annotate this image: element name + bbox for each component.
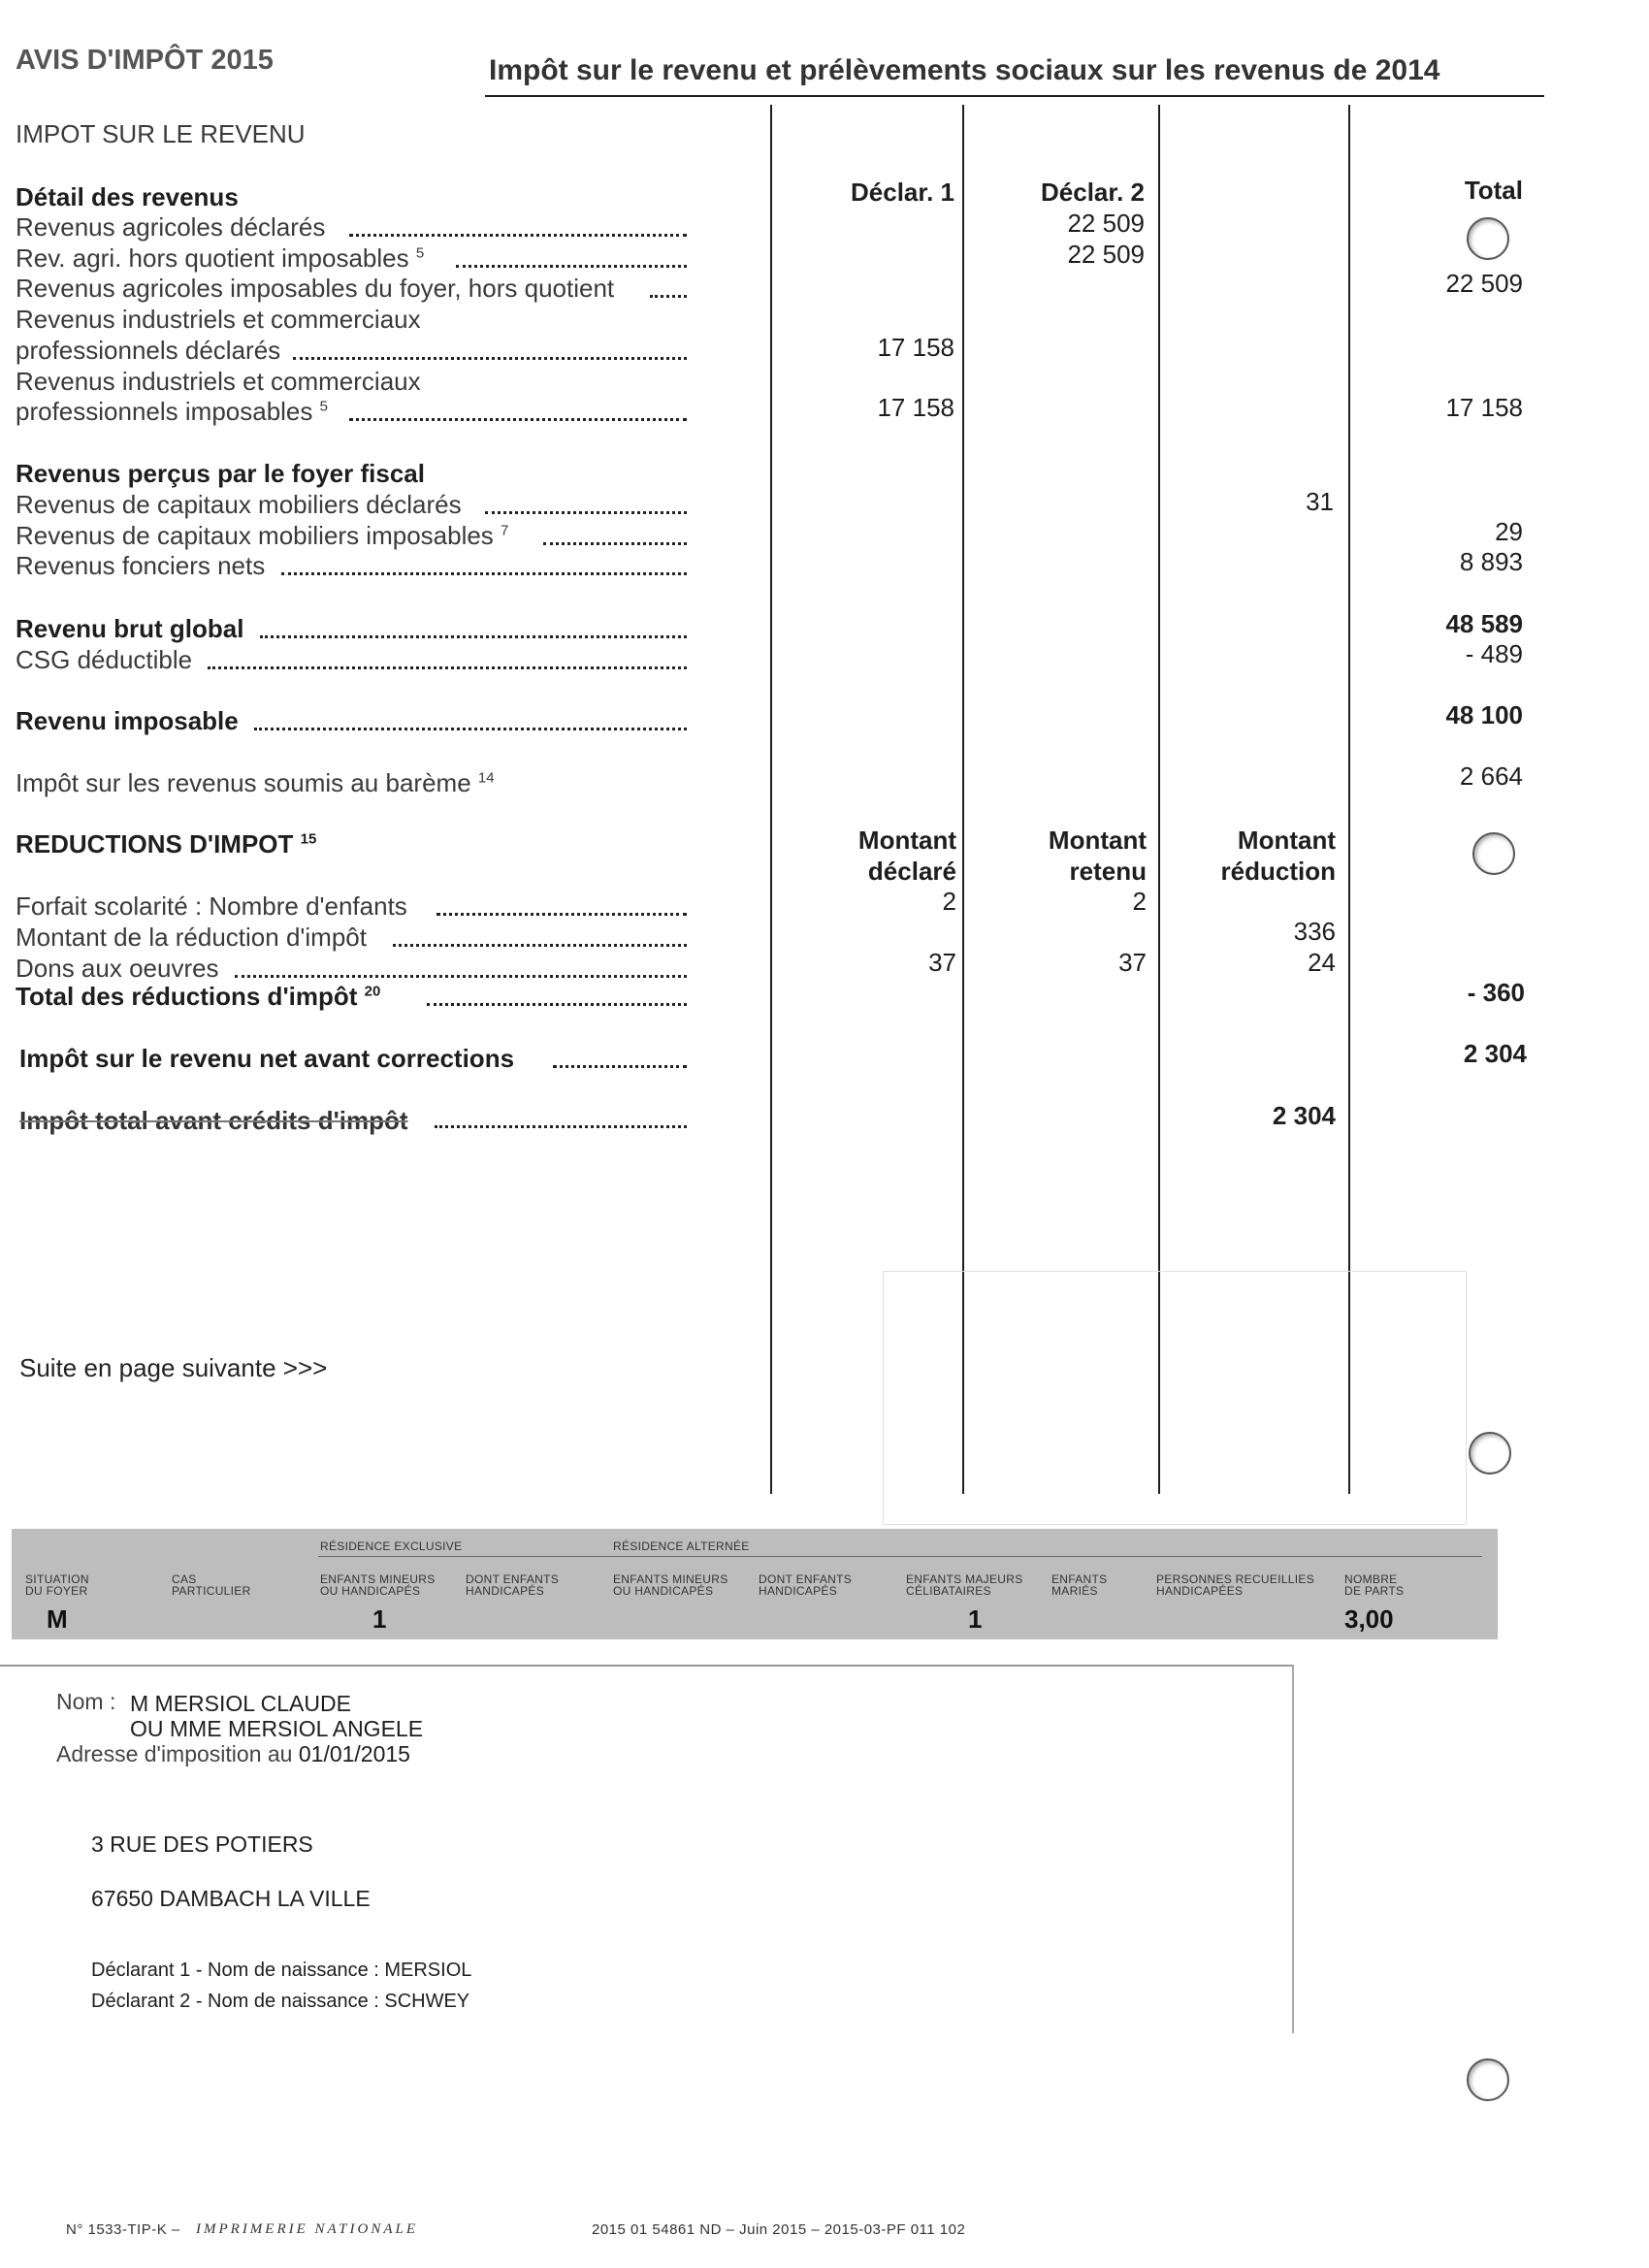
punch-hole (1472, 832, 1515, 875)
band-header: ENFANTS MINEURS (320, 1572, 436, 1586)
row-label-text: Impôt sur les revenus soumis au barème (16, 768, 471, 797)
band-header: PERSONNES RECUEILLIES (1156, 1572, 1315, 1586)
row-label: Forfait scolarité : Nombre d'enfants (16, 891, 407, 921)
adresse-label (56, 1741, 410, 1767)
row-label (16, 521, 508, 551)
value-declare: 37 (928, 948, 956, 977)
col-header-reduction: réduction (1220, 857, 1336, 886)
leader-dots (553, 1065, 687, 1068)
footnote-ref: 5 (319, 398, 328, 415)
section-title: IMPOT SUR LE REVENU (16, 119, 306, 148)
bank-stamp-ghost (883, 1271, 1467, 1525)
footnote-ref: 20 (364, 983, 381, 1000)
street: 3 RUE DES POTIERS (91, 1831, 313, 1857)
col-header-declare: Montant (857, 826, 956, 855)
row-label: Revenu imposable (16, 706, 239, 735)
nom-line-2: OU MME MERSIOL ANGELE (130, 1716, 424, 1741)
band-rule (318, 1556, 1482, 1557)
leader-dots (235, 975, 687, 978)
leader-dots (293, 357, 687, 360)
value-col4: 31 (1306, 487, 1334, 516)
col-header-total: Total (1464, 176, 1523, 205)
header-rule (485, 95, 1544, 97)
row-label: Revenu brut global (16, 614, 244, 643)
value-total: - 360 (1467, 978, 1525, 1007)
band-header: CÉLIBATAIRES (906, 1584, 991, 1598)
punch-hole (1467, 2058, 1509, 2101)
leader-dots (393, 944, 687, 947)
leader-dots (427, 1003, 687, 1006)
col-header-declare: déclaré (867, 857, 956, 886)
row-label: professionnels déclarés (16, 336, 281, 365)
value-col4: 2 304 (1272, 1101, 1336, 1130)
value-total: 22 509 (1445, 269, 1523, 298)
row-label-text: Rev. agri. hors quotient imposables (16, 243, 409, 273)
band-header: DONT ENFANTS (759, 1572, 853, 1586)
col-header-declar1: Déclar. 1 (851, 178, 954, 207)
reductions-heading (16, 829, 316, 859)
col-header-retenu: Montant (1048, 826, 1147, 855)
row-label (16, 768, 495, 798)
band-header: ENFANTS MAJEURS (906, 1572, 1023, 1586)
footnote-ref: 7 (501, 522, 509, 539)
row-label-text: professionnels imposables (16, 397, 313, 426)
excl-mineurs-value: 1 (372, 1604, 387, 1634)
band-header: ENFANTS (1051, 1572, 1108, 1586)
avis-title: AVIS D'IMPÔT 2015 (16, 45, 274, 76)
row-label: Dons aux oeuvres (16, 954, 219, 983)
value-total: 8 893 (1459, 547, 1523, 576)
value-declar1: 17 158 (877, 333, 954, 362)
row-label: Revenus de capitaux mobiliers déclarés (16, 490, 462, 519)
punch-hole (1469, 1432, 1511, 1474)
row-label: CSG déductible (16, 645, 193, 674)
band-label: RÉSIDENCE ALTERNÉE (613, 1539, 750, 1553)
band-header: HANDICAPÉS (759, 1584, 838, 1598)
leader-dots (281, 572, 687, 575)
band-header: CAS (172, 1572, 197, 1586)
leader-dots (543, 542, 687, 545)
value-total: 2 664 (1459, 761, 1523, 791)
leader-dots (456, 265, 687, 268)
value-total: 48 100 (1445, 700, 1523, 729)
band-header: ENFANTS MINEURS (613, 1572, 728, 1586)
value-total: - 489 (1465, 639, 1523, 668)
row-label (16, 397, 328, 427)
leader-dots (349, 234, 687, 237)
situation-value: M (47, 1604, 68, 1634)
band-header: NOMBRE (1344, 1572, 1398, 1586)
detail-heading: Détail des revenus (16, 182, 239, 211)
city: 67650 DAMBACH LA VILLE (91, 1886, 371, 1911)
value-reduction: 336 (1293, 917, 1336, 946)
parts-value: 3,00 (1344, 1604, 1394, 1634)
band-header: HANDICAPÉES (1156, 1584, 1244, 1598)
row-label: Revenus industriels et commerciaux (16, 367, 421, 396)
col-header-reduction: Montant (1237, 826, 1336, 855)
band-header: MARIÉS (1051, 1584, 1098, 1598)
value-declare: 2 (942, 887, 956, 916)
row-label: Revenus agricoles déclarés (16, 212, 326, 242)
row-label: Revenus agricoles imposables du foyer, hors quotient (16, 274, 615, 303)
row-label: Montant de la réduction d'impôt (16, 923, 367, 952)
value-retenu: 2 (1132, 887, 1147, 916)
value-total: 2 304 (1463, 1039, 1527, 1068)
row-label: Impôt sur le revenu net avant corrections (19, 1044, 515, 1073)
leader-dots (260, 635, 687, 638)
footnote-ref: 14 (477, 769, 495, 787)
row-label-text: Revenus de capitaux mobiliers imposables (16, 521, 494, 550)
row-label-text: Total des réductions d'impôt (16, 982, 358, 1011)
band-header: DU FOYER (25, 1584, 88, 1598)
leader-dots (208, 666, 687, 669)
nom-line-1: M MERSIOL CLAUDE (130, 1691, 351, 1716)
row-label: Revenus fonciers nets (16, 551, 266, 580)
adresse-label-text: Adresse d'imposition au (56, 1741, 293, 1766)
value-declar2: 22 509 (1067, 209, 1145, 238)
value-declar1: 17 158 (877, 393, 954, 422)
leader-dots (254, 728, 687, 730)
row-label (16, 982, 380, 1012)
row-label: Revenus industriels et commerciaux (16, 305, 421, 334)
col-header-declar2: Déclar. 2 (1041, 178, 1145, 207)
leader-dots (650, 295, 687, 298)
value-total: 48 589 (1445, 609, 1523, 638)
value-total: 29 (1495, 517, 1523, 546)
address-window-edge (0, 1665, 1294, 1667)
band-header: DE PARTS (1344, 1584, 1405, 1598)
reductions-heading-text: REDUCTIONS D'IMPOT (16, 829, 294, 859)
footnote-ref: 5 (415, 244, 425, 262)
adresse-date: 01/01/2015 (298, 1741, 410, 1766)
band-header: OU HANDICAPÉS (320, 1584, 421, 1598)
form-number: N° 1533-TIP-K – (66, 2221, 180, 2238)
band-header: PARTICULIER (172, 1584, 251, 1598)
column-separator (770, 105, 772, 1494)
leader-dots (435, 1125, 687, 1128)
row-label: Impôt total avant crédits d'impôt (19, 1106, 408, 1135)
main-title: Impôt sur le revenu et prélèvements sociaux sur les revenus de 2014 (489, 54, 1440, 86)
row-label (16, 243, 424, 274)
majeurs-value: 1 (968, 1604, 983, 1634)
band-header: SITUATION (25, 1572, 89, 1586)
print-codes: 2015 01 54861 ND – Juin 2015 – 2015-03-PF 011 102 (592, 2221, 966, 2238)
band-header: OU HANDICAPÉS (613, 1584, 714, 1598)
band-label: RÉSIDENCE EXCLUSIVE (320, 1539, 463, 1553)
foyer-heading: Revenus perçus par le foyer fiscal (16, 459, 425, 488)
footnote-ref: 15 (300, 830, 317, 848)
household-situation-band (12, 1529, 1498, 1639)
band-header: HANDICAPÉS (466, 1584, 545, 1598)
value-reduction: 24 (1308, 948, 1336, 977)
value-retenu: 37 (1118, 948, 1147, 977)
leader-dots (485, 511, 687, 514)
address-window-edge (1292, 1665, 1294, 2033)
leader-dots (436, 913, 687, 916)
declarant-2: Déclarant 2 - Nom de naissance : SCHWEY (91, 1991, 470, 2012)
band-header: DONT ENFANTS (466, 1572, 560, 1586)
value-total: 17 158 (1445, 393, 1523, 422)
value-declar2: 22 509 (1067, 240, 1145, 269)
declarant-1: Déclarant 1 - Nom de naissance : MERSIOL (91, 1960, 472, 1981)
suite-text: Suite en page suivante >>> (19, 1353, 328, 1382)
nom-label: Nom : (56, 1689, 116, 1714)
col-header-retenu: retenu (1069, 857, 1147, 886)
leader-dots (349, 418, 687, 421)
punch-hole (1467, 217, 1509, 260)
imprimerie: IMPRIMERIE NATIONALE (196, 2221, 418, 2237)
